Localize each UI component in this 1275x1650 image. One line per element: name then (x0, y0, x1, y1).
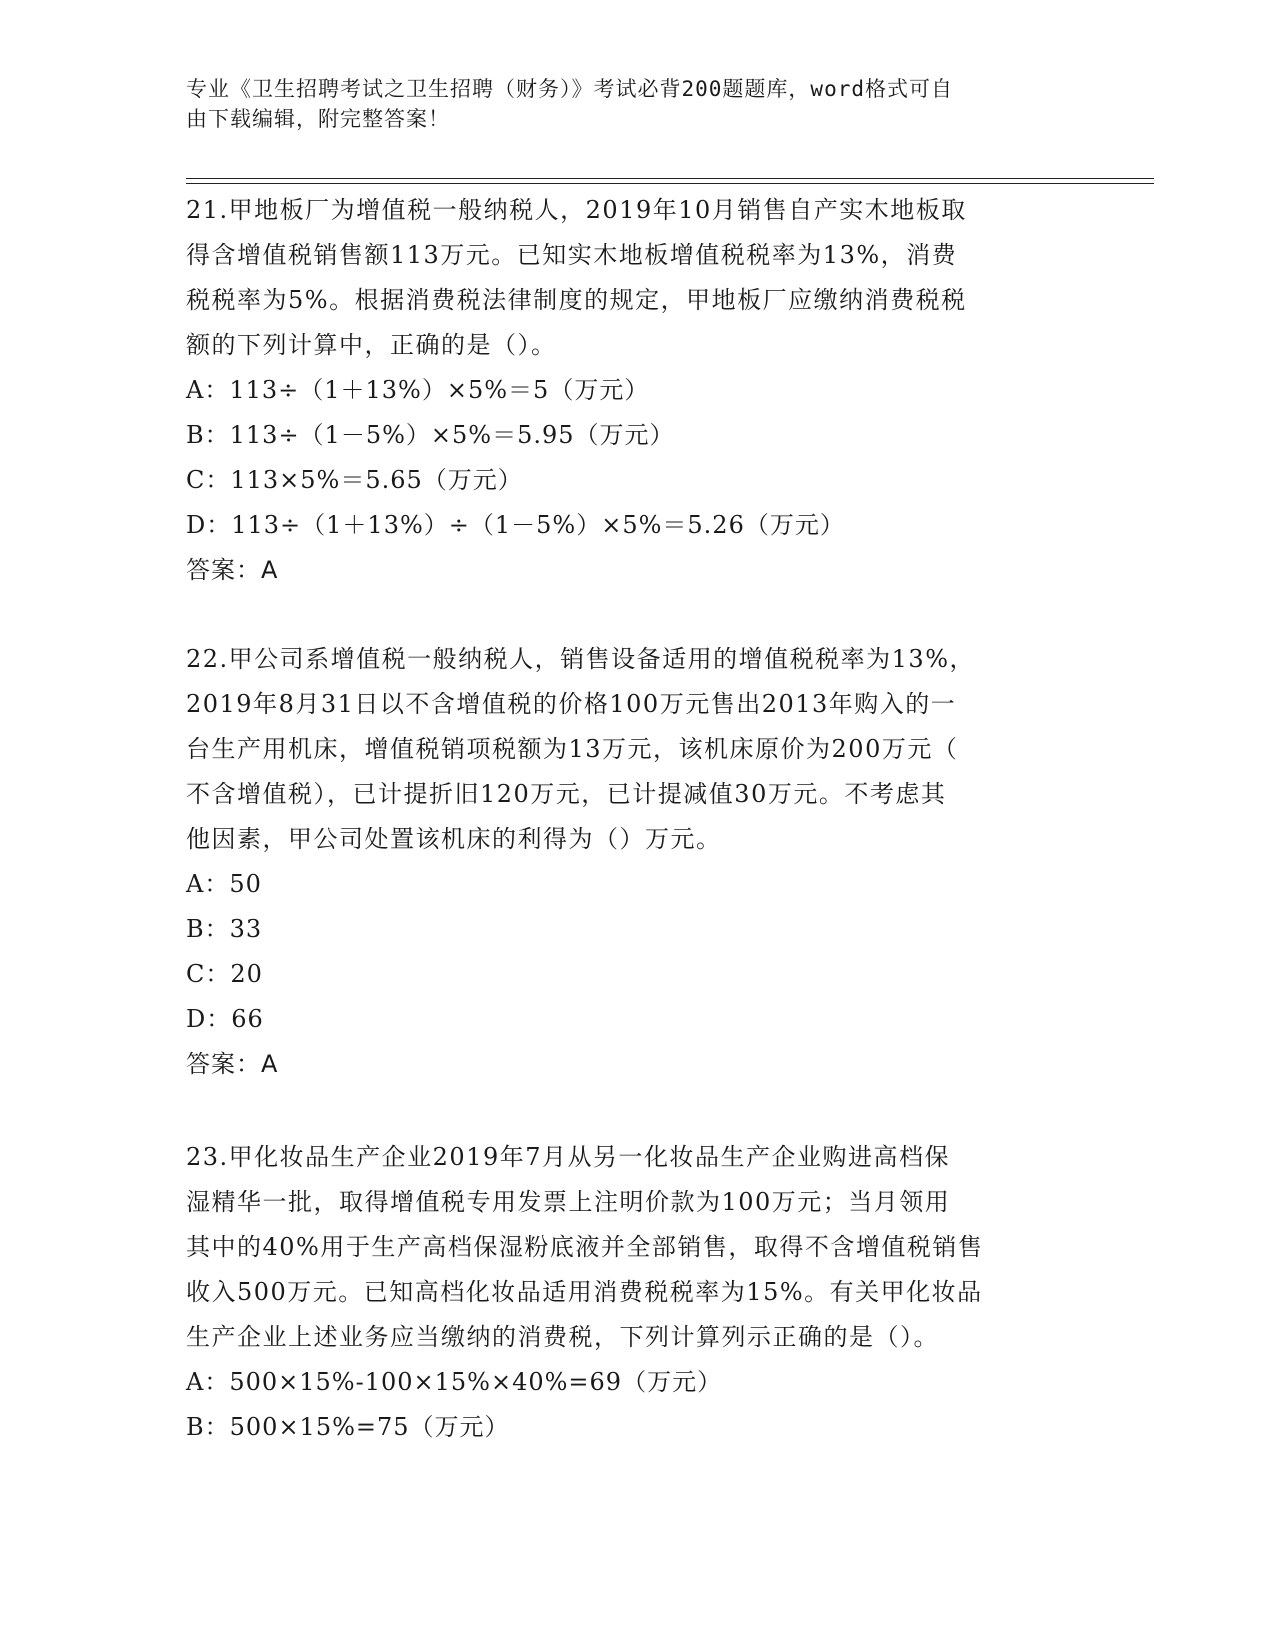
question-text-line: 收入500万元。已知高档化妆品适用消费税税率为15%。有关甲化妆品 (186, 1278, 983, 1306)
question-text-line: 他因素，甲公司处置该机床的利得为（）万元。 (186, 825, 722, 853)
question-text-line: 额的下列计算中，正确的是（）。 (186, 331, 557, 359)
question-text-line: 2019年8月31日以不含增值税的价格100万元售出2013年购入的一 (186, 690, 957, 718)
document-header (186, 74, 1086, 134)
question-21 (186, 188, 1086, 593)
header-divider-bottom (186, 183, 1154, 184)
question-text-line: 23.甲化妆品生产企业2019年7月从另一化妆品生产企业购进高档保 (186, 1143, 951, 1171)
header-line-1: 专业《卫生招聘考试之卫生招聘（财务）》考试必背200题题库，word格式可自 (186, 77, 953, 101)
option-b: B：500×15%=75（万元） (186, 1413, 510, 1441)
question-text-line: 生产企业上述业务应当缴纳的消费税，下列计算列示正确的是（）。 (186, 1323, 939, 1351)
option-a: A：500×15%-100×15%×40%=69（万元） (186, 1368, 723, 1396)
option-a: A：50 (186, 870, 262, 898)
question-text-line: 台生产用机床，增值税销项税额为13万元，该机床原价为200万元（ (186, 735, 959, 763)
question-22 (186, 637, 1086, 1087)
question-text-line: 21.甲地板厂为增值税一般纳税人，2019年10月销售自产实木地板取 (186, 196, 967, 224)
question-text-line: 22.甲公司系增值税一般纳税人，销售设备适用的增值税税率为13%， (186, 645, 976, 673)
question-text-line: 其中的40%用于生产高档保湿粉底液并全部销售，取得不含增值税销售 (186, 1233, 984, 1261)
header-line-2: 由下载编辑，附完整答案！ (186, 107, 450, 131)
header-divider-top (186, 178, 1154, 179)
option-d: D：66 (186, 1005, 264, 1033)
question-text-line: 税税率为5%。根据消费税法律制度的规定，甲地板厂应缴纳消费税税 (186, 286, 967, 314)
option-b: B：33 (186, 915, 263, 943)
question-text-line: 得含增值税销售额113万元。已知实木地板增值税税率为13%，消费 (186, 241, 958, 269)
option-d: D：113÷（1＋13%）÷（1－5%）×5%＝5.26（万元） (186, 511, 845, 539)
question-text-line: 不含增值税），已计提折旧120万元，已计提减值30万元。不考虑其 (186, 780, 947, 808)
question-text-line: 湿精华一批，取得增值税专用发票上注明价款为100万元；当月领用 (186, 1188, 951, 1216)
option-b: B：113÷（1－5%）×5%＝5.95（万元） (186, 421, 675, 449)
option-c: C：113×5%＝5.65（万元） (186, 466, 523, 494)
answer-label: 答案：A (186, 556, 279, 584)
answer-label: 答案：A (186, 1050, 279, 1078)
question-23 (186, 1135, 1086, 1450)
option-c: C：20 (186, 960, 263, 988)
option-a: A：113÷（1＋13%）×5%＝5（万元） (186, 376, 650, 404)
